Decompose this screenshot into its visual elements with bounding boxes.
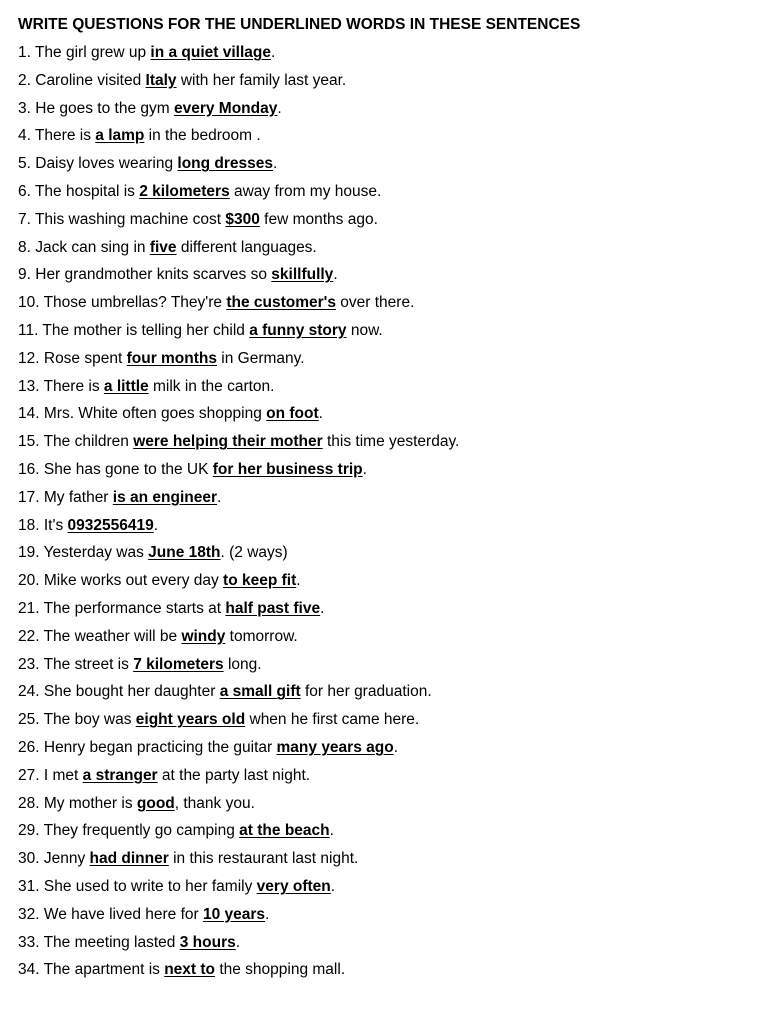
sentence-text-before: Mike works out every day [39, 572, 224, 590]
sentence-text-after: in the bedroom . [144, 127, 261, 145]
sentence-item [18, 762, 758, 790]
sentence-text-before: The mother is telling her child [38, 321, 250, 339]
item-number: 23. [18, 655, 40, 673]
sentence-text-after: milk in the carton. [148, 377, 275, 395]
underlined-phrase: Italy [145, 71, 177, 89]
sentence-text-after: . [329, 822, 334, 840]
sentence-text-after: . (2 ways) [220, 544, 288, 562]
item-number: 18. [18, 516, 40, 534]
sentence-text-before: She has gone to the UK [39, 460, 213, 478]
item-number: 10. [18, 294, 40, 312]
sentence-text-before: Yesterday was [39, 544, 149, 562]
sentence-text-before: Mrs. White often goes shopping [39, 405, 267, 423]
underlined-phrase: half past five [225, 599, 321, 617]
sentence-text-after: . [217, 488, 222, 506]
sentence-item [18, 901, 758, 929]
underlined-phrase: a little [103, 377, 149, 395]
sentence-item [18, 484, 758, 512]
sentence-text-after: the shopping mall. [215, 961, 346, 979]
sentence-item [18, 623, 758, 651]
item-number: 27. [18, 766, 40, 784]
sentence-item [18, 400, 758, 428]
sentence-text-before: Her grandmother knits scarves so [30, 266, 272, 284]
item-number: 17. [18, 488, 40, 506]
sentence-text-after: in Germany. [217, 349, 305, 367]
sentence-text-before: There is [30, 127, 96, 145]
sentence-item [18, 678, 758, 706]
sentence-item [18, 734, 758, 762]
underlined-phrase: five [149, 238, 177, 256]
sentence-item [18, 345, 758, 373]
sentence-item [18, 206, 758, 234]
underlined-phrase: good [136, 794, 175, 812]
sentence-text-after: away from my house. [229, 182, 382, 200]
sentence-text-after: . [296, 572, 301, 590]
sentence-item [18, 317, 758, 345]
underlined-phrase: eight years old [135, 711, 246, 729]
sentence-text-before: The girl grew up [30, 44, 151, 61]
item-number: 6. [18, 182, 31, 200]
sentence-text-before: We have lived here for [39, 905, 203, 923]
item-number: 11. [18, 321, 39, 339]
sentence-text-after: for her graduation. [300, 683, 432, 701]
sentence-text-before: Those umbrellas? They're [39, 294, 227, 312]
sentence-text-before: This washing machine cost [30, 210, 226, 228]
underlined-phrase: on foot [266, 405, 319, 423]
underlined-phrase: at the beach [239, 822, 330, 840]
worksheet-title: WRITE QUESTIONS FOR THE UNDERLINED WORDS IN THESE SENTENCES [18, 16, 581, 33]
underlined-phrase: is an engineer [112, 488, 218, 506]
item-number: 5. [18, 155, 31, 173]
item-number: 4. [18, 127, 31, 145]
item-number: 14. [18, 405, 40, 423]
sentence-text-after: . [235, 933, 241, 951]
sentence-text-after: few months ago. [259, 210, 378, 228]
item-number: 3. [18, 99, 31, 117]
sentence-text-after: . [333, 266, 338, 284]
sentence-text-before: She bought her daughter [39, 683, 220, 701]
sentence-text-before: She used to write to her family [39, 877, 257, 895]
underlined-phrase: for her business trip [212, 460, 363, 478]
item-number: 12. [18, 349, 40, 367]
worksheet-page [18, 14, 758, 984]
sentence-item [18, 95, 758, 123]
sentence-text-before: Jack can sing in [30, 238, 150, 256]
sentence-item [18, 873, 758, 901]
sentence-text-before: They frequently go camping [39, 822, 240, 840]
underlined-phrase: long dresses [177, 155, 274, 173]
underlined-phrase: a funny story [249, 321, 347, 339]
sentence-item [18, 651, 758, 679]
sentence-text-after: when he first came here. [245, 711, 420, 729]
underlined-phrase: $300 [225, 210, 260, 228]
underlined-phrase: 0932556419 [67, 516, 154, 534]
sentence-item [18, 790, 758, 818]
sentence-item [18, 39, 758, 67]
sentence-text-before: The meeting lasted [39, 933, 180, 951]
sentence-text-after: tomorrow. [225, 627, 298, 645]
sentence-item [18, 150, 758, 178]
underlined-phrase: a lamp [95, 127, 145, 145]
item-number: 24. [18, 683, 40, 701]
sentence-text-before: I met [39, 766, 83, 784]
sentence-text-before: Rose spent [39, 349, 127, 367]
underlined-phrase: skillfully [271, 266, 334, 284]
sentence-text-before: The weather will be [39, 627, 182, 645]
sentence-text-before: The boy was [39, 711, 136, 729]
underlined-phrase: very often [256, 877, 331, 895]
sentence-text-after: . [265, 905, 270, 923]
sentence-text-after: . [330, 877, 336, 895]
underlined-phrase: windy [181, 627, 226, 645]
sentence-text-after: . [277, 99, 282, 117]
sentence-text-before: Jenny [39, 850, 90, 868]
sentence-text-before: He goes to the gym [30, 99, 174, 117]
item-number: 9. [18, 266, 31, 284]
sentence-item [18, 428, 758, 456]
sentence-text-after: . [271, 44, 276, 61]
sentence-text-after: . [393, 738, 399, 756]
sentence-item [18, 234, 758, 262]
sentence-text-after: . [320, 599, 325, 617]
underlined-phrase: were helping their mother [133, 433, 323, 451]
sentence-text-before: Daisy loves wearing [30, 155, 178, 173]
sentence-item [18, 456, 758, 484]
sentence-item [18, 706, 758, 734]
item-number: 15. [18, 433, 40, 451]
sentence-text-after: this time yesterday. [322, 433, 460, 451]
underlined-phrase: 2 kilometers [139, 182, 230, 200]
sentence-text-after: . [362, 460, 367, 478]
item-number: 33. [18, 933, 40, 951]
item-number: 22. [18, 627, 40, 645]
sentence-text-after: . [318, 405, 323, 423]
item-number: 2. [18, 71, 31, 89]
sentence-text-after: in this restaurant last night. [168, 850, 359, 868]
sentence-item [18, 595, 758, 623]
sentence-item [18, 373, 758, 401]
sentence-text-before: The street is [39, 655, 134, 673]
sentence-item [18, 67, 758, 95]
item-number: 19. [18, 544, 40, 562]
underlined-phrase: to keep fit [223, 572, 297, 590]
sentence-item [18, 512, 758, 540]
sentence-text-before: The performance starts at [39, 599, 226, 617]
underlined-phrase: had dinner [89, 850, 169, 868]
sentence-text-after: at the party last night. [157, 766, 311, 784]
item-number: 8. [18, 238, 31, 256]
underlined-phrase: a small gift [219, 683, 301, 701]
sentence-text-after: , thank you. [174, 794, 255, 812]
sentence-item [18, 845, 758, 873]
sentence-text-after: . [273, 155, 278, 173]
sentence-item [18, 956, 758, 984]
underlined-phrase: the customer's [226, 294, 336, 312]
item-number: 13. [18, 377, 40, 395]
underlined-phrase: 10 years [202, 905, 266, 923]
sentence-text-before: Henry began practicing the guitar [39, 738, 277, 756]
underlined-phrase: every Monday [173, 99, 278, 117]
sentence-text-before: My father [39, 488, 113, 506]
sentence-item [18, 289, 758, 317]
item-number: 30. [18, 850, 40, 868]
underlined-phrase: four months [126, 349, 217, 367]
sentence-text-after: long. [223, 655, 262, 673]
sentence-text-after: over there. [335, 294, 415, 312]
underlined-phrase: many years ago [276, 738, 394, 756]
underlined-phrase: in a quiet village [150, 44, 271, 61]
underlined-phrase: next to [164, 961, 216, 979]
item-number: 16. [18, 460, 40, 478]
sentence-text-after: different languages. [176, 238, 317, 256]
item-number: 20. [18, 572, 40, 590]
underlined-phrase: a stranger [82, 766, 158, 784]
sentence-text-before: The children [39, 433, 134, 451]
sentence-text-before: It's [39, 516, 68, 534]
item-number: 7. [18, 210, 31, 228]
sentence-text-before: There is [39, 377, 104, 395]
sentence-text-before: My mother is [39, 794, 137, 812]
sentence-item [18, 178, 758, 206]
item-number: 28. [18, 794, 40, 812]
item-number: 31. [18, 877, 40, 895]
sentence-item [18, 122, 758, 150]
sentence-text-before: The apartment is [39, 961, 165, 979]
sentence-list [18, 39, 758, 984]
sentence-text-before: The hospital is [30, 182, 140, 200]
underlined-phrase: 7 kilometers [133, 655, 224, 673]
sentence-text-before: Caroline visited [30, 71, 146, 89]
sentence-item [18, 539, 758, 567]
sentence-item [18, 817, 758, 845]
sentence-item [18, 567, 758, 595]
underlined-phrase: 3 hours [179, 933, 236, 951]
sentence-text-after: now. [346, 321, 383, 339]
sentence-text-after: . [153, 516, 159, 534]
item-number: 29. [18, 822, 40, 840]
item-number: 25. [18, 711, 40, 729]
sentence-text-after: with her family last year. [176, 71, 347, 89]
item-number: 34. [18, 961, 40, 979]
item-number: 1. [18, 44, 31, 61]
underlined-phrase: June 18th [148, 544, 221, 562]
sentence-item [18, 261, 758, 289]
item-number: 26. [18, 738, 40, 756]
item-number: 32. [18, 905, 40, 923]
sentence-item [18, 929, 758, 957]
item-number: 21. [18, 599, 40, 617]
